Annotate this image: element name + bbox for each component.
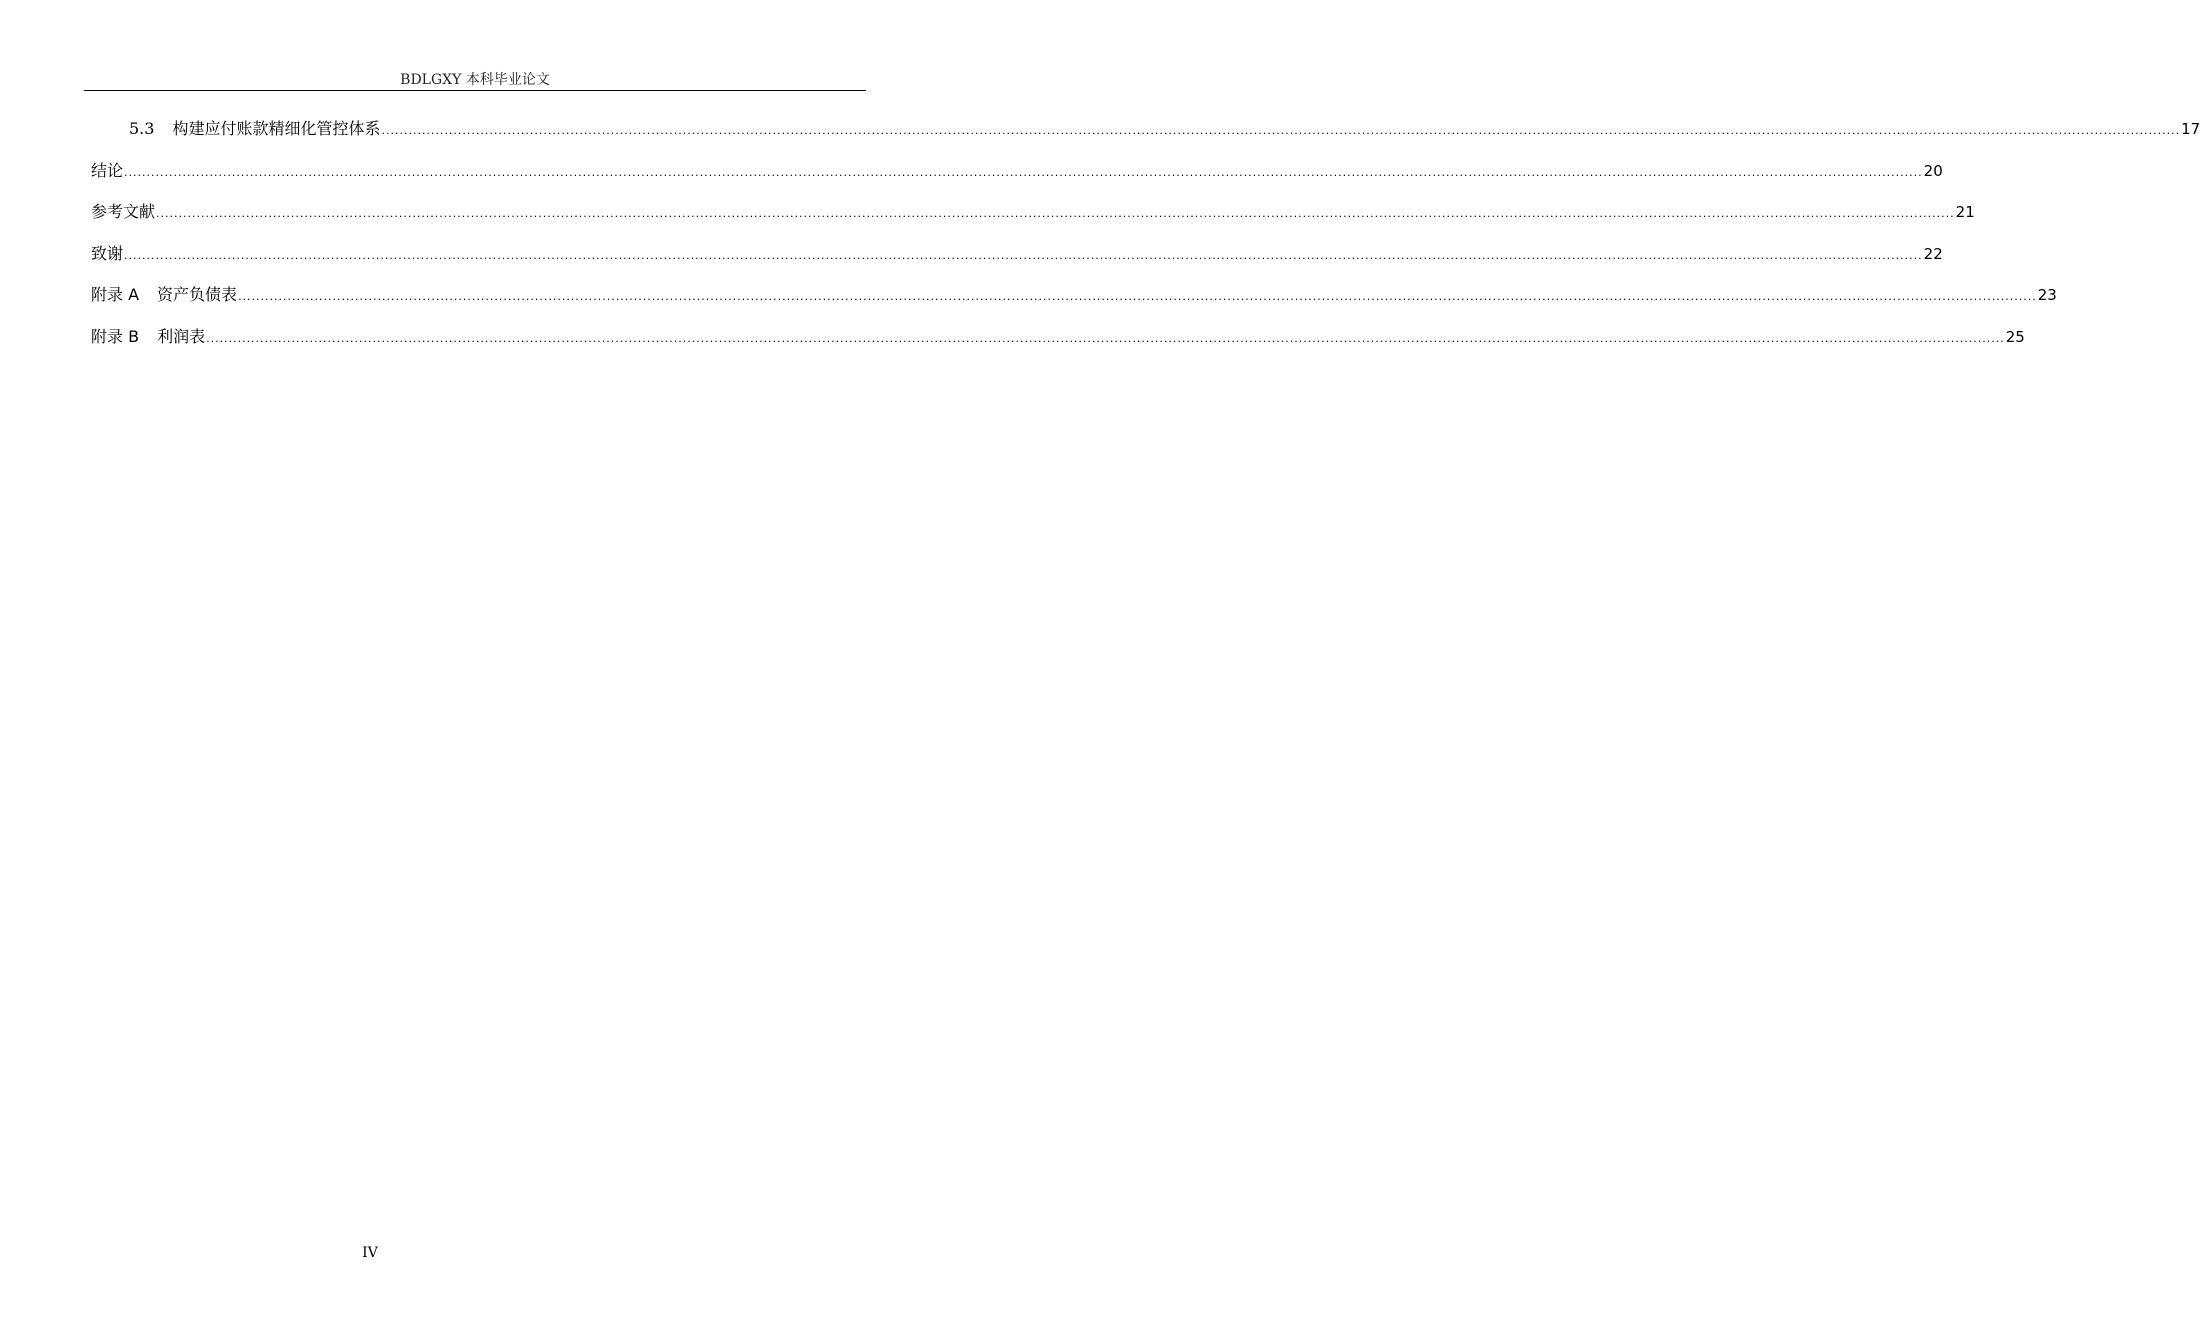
header-divider xyxy=(84,90,866,91)
toc-entry-page: 21 xyxy=(1955,203,1975,221)
page-number: IV xyxy=(362,1245,378,1261)
toc-entry-5-3[interactable] xyxy=(91,118,2200,160)
toc-entry-conclusion[interactable] xyxy=(91,160,1943,202)
toc-entry-title: 资产负债表 xyxy=(157,285,238,304)
toc-entry-number: 附录 A xyxy=(91,285,140,304)
toc-leader-dots: ................................................................................................................................................................................................................................................................................................................................................................................................................ xyxy=(156,207,1955,220)
toc-entry-page: 23 xyxy=(2037,286,2057,304)
toc-entry-page: 20 xyxy=(1923,161,1943,180)
table-of-contents xyxy=(91,118,2200,367)
toc-leader-dots: ................................................................................................................................................................................................................................................................................................................................................................................................................ xyxy=(381,124,2181,137)
toc-leader-dots: ................................................................................................................................................................................................................................................................................................................................................................................................................ xyxy=(124,165,1923,179)
toc-leader-dots: ................................................................................................................................................................................................................................................................................................................................................................................................................ xyxy=(238,290,2037,303)
toc-entry-page: 17 xyxy=(2181,120,2200,138)
toc-entry-appendix-a[interactable] xyxy=(91,284,2057,326)
toc-entry-title: 参考文献 xyxy=(91,202,156,221)
toc-entry-title: 致谢 xyxy=(91,243,124,263)
toc-entry-page: 22 xyxy=(1923,244,1943,263)
toc-entry-number: 5.3 xyxy=(129,119,155,138)
toc-entry-title: 构建应付账款精细化管控体系 xyxy=(172,119,381,138)
toc-leader-dots: ................................................................................................................................................................................................................................................................................................................................................................................................................ xyxy=(124,248,1923,262)
toc-leader-dots: ................................................................................................................................................................................................................................................................................................................................................................................................................ xyxy=(206,331,2005,345)
toc-entry-title: 利润表 xyxy=(157,326,206,346)
toc-entry-page: 25 xyxy=(2005,327,2025,346)
running-header: BDLGXY 本科毕业论文 xyxy=(400,72,550,88)
toc-entry-references[interactable] xyxy=(91,201,1975,243)
toc-entry-appendix-b[interactable] xyxy=(91,326,2025,368)
toc-entry-title: 结论 xyxy=(91,160,124,180)
toc-entry-acknowledgements[interactable] xyxy=(91,243,1943,285)
toc-entry-number: 附录 B xyxy=(91,326,140,346)
